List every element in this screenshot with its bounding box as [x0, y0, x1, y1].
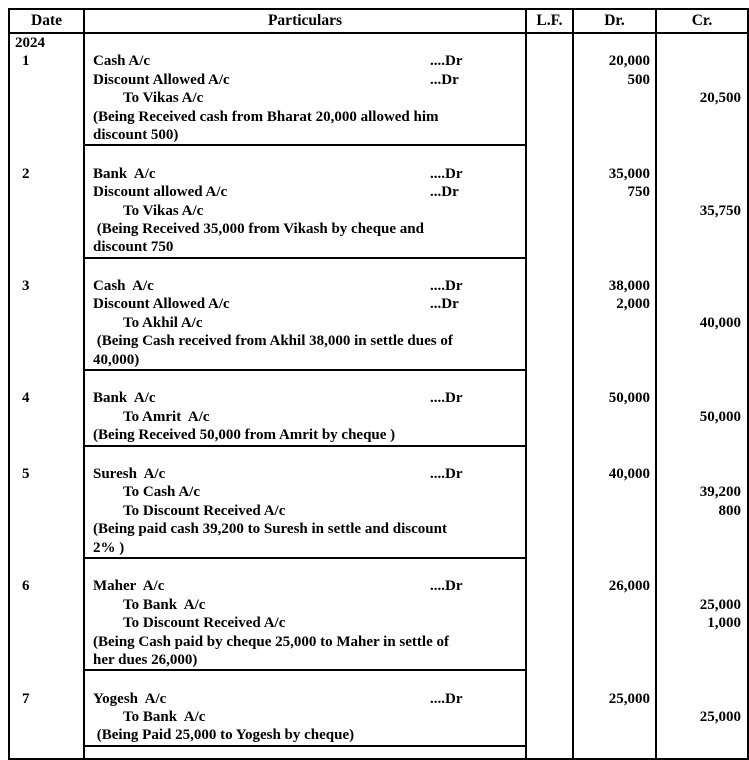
lf-line [527, 165, 572, 183]
dr-marker: ....Dr [430, 690, 463, 707]
lf-cell [527, 559, 574, 671]
date-line [10, 314, 83, 332]
narration-line: 40,000) [93, 351, 140, 368]
date-line [10, 483, 83, 501]
cr-line [657, 520, 747, 538]
account-line: Cash A/c ....Dr [93, 53, 463, 70]
dr-amount: 40,000 [608, 465, 650, 482]
blank-line [85, 671, 525, 689]
dr-line [574, 89, 655, 107]
dr-line [574, 633, 655, 651]
lf-line [527, 351, 572, 369]
cr-amount: 20,500 [699, 90, 741, 107]
to-account-line: To Akhil A/c [123, 314, 203, 331]
dr-cell [574, 447, 657, 559]
cr-cell [657, 747, 747, 758]
narration-line: (Being paid cash 39,200 to Suresh in settle and discount [93, 521, 447, 538]
particulars-cell [85, 259, 527, 371]
lf-line [527, 539, 572, 557]
cr-line [657, 126, 747, 144]
lf-cell [527, 146, 574, 258]
lf-cell [527, 747, 574, 758]
particulars-cell [85, 747, 527, 758]
particulars-cell [85, 34, 527, 146]
cr-line [657, 671, 747, 689]
lf-line [527, 89, 572, 107]
date-cell [10, 34, 85, 146]
particulars-cell [85, 146, 527, 258]
cr-line [657, 259, 747, 277]
date-line [10, 89, 83, 107]
date-line [10, 614, 83, 632]
cr-amount: 25,000 [699, 709, 741, 726]
to-account-line: To Vikas A/c [123, 90, 204, 107]
to-account-line: To Amrit A/c [123, 408, 210, 425]
lf-line [527, 238, 572, 256]
cr-cell [657, 259, 747, 371]
journal-entry [10, 146, 747, 258]
narration-line: (Being Received cash from Bharat 20,000 allowed him [93, 108, 439, 125]
cr-cell [657, 559, 747, 671]
date-line [10, 708, 83, 726]
to-account-line: To Discount Received A/c [123, 615, 286, 632]
date-line [10, 351, 83, 369]
cr-line [657, 108, 747, 126]
cr-line [657, 559, 747, 577]
cr-line [657, 371, 747, 389]
dr-line [574, 502, 655, 520]
cr-line [657, 220, 747, 238]
journal-entry [10, 671, 747, 747]
dr-line [574, 351, 655, 369]
cr-line [657, 651, 747, 669]
dr-amount: 500 [627, 71, 650, 88]
entry-number: 2 [22, 165, 30, 182]
lf-line [527, 465, 572, 483]
date-cell [10, 671, 85, 747]
date-line [10, 202, 83, 220]
cr-amount: 39,200 [699, 484, 741, 501]
dr-amount: 2,000 [616, 296, 650, 313]
narration-line: discount 500) [93, 126, 179, 143]
date-line [10, 295, 83, 313]
lf-line [527, 259, 572, 277]
date-line [10, 408, 83, 426]
cr-line [657, 295, 747, 313]
lf-line [527, 520, 572, 538]
date-line [10, 671, 83, 689]
lf-line [527, 408, 572, 426]
dr-line [574, 332, 655, 350]
cr-line [657, 447, 747, 465]
entry-number: 4 [22, 390, 30, 407]
date-line [10, 371, 83, 389]
entry-number: 6 [22, 578, 30, 595]
date-line [10, 520, 83, 538]
lf-line [527, 295, 572, 313]
dr-line [574, 596, 655, 614]
date-line [10, 596, 83, 614]
lf-line [527, 126, 572, 144]
journal-entry [10, 447, 747, 559]
dr-line [574, 447, 655, 465]
dr-line [574, 520, 655, 538]
narration-line: (Being Received 50,000 from Amrit by cheque ) [93, 427, 396, 444]
dr-line [574, 539, 655, 557]
date-cell [10, 747, 85, 758]
dr-line [574, 34, 655, 52]
dr-amount: 20,000 [608, 53, 650, 70]
lf-line [527, 671, 572, 689]
lf-line [527, 314, 572, 332]
lf-line [527, 614, 572, 632]
narration-line: (Being Paid 25,000 to Yogesh by cheque) [93, 727, 355, 744]
date-line [10, 259, 83, 277]
particulars-cell [85, 447, 527, 559]
journal-table [8, 8, 749, 760]
cr-cell [657, 34, 747, 146]
lf-line [527, 332, 572, 350]
lf-line [527, 220, 572, 238]
dr-amount: 750 [627, 184, 650, 201]
dr-line [574, 559, 655, 577]
to-account-line: To Bank A/c [123, 596, 206, 613]
particulars-cell [85, 371, 527, 447]
entry-number: 5 [22, 465, 30, 482]
date-line [10, 238, 83, 256]
cr-cell [657, 447, 747, 559]
lf-line [527, 108, 572, 126]
table-body [10, 34, 747, 747]
dr-line [574, 126, 655, 144]
dr-cell [574, 747, 657, 758]
lf-line [527, 202, 572, 220]
entry-number: 1 [22, 53, 30, 70]
cr-cell [657, 371, 747, 447]
cr-cell [657, 146, 747, 258]
lf-line [527, 146, 572, 164]
narration-line: discount 750 [93, 239, 174, 256]
cr-cell [657, 671, 747, 747]
lf-line [527, 71, 572, 89]
cr-line [657, 146, 747, 164]
particulars-cell [85, 559, 527, 671]
dr-cell [574, 671, 657, 747]
account-line: Suresh A/c ....Dr [93, 465, 463, 482]
cr-amount: 35,750 [699, 202, 741, 219]
lf-line [527, 502, 572, 520]
account-line: Bank A/c ....Dr [93, 390, 463, 407]
header-particulars: Particulars [85, 10, 527, 34]
account-line: Discount Allowed A/c ...Dr [93, 296, 459, 313]
cr-line [657, 71, 747, 89]
lf-line [527, 426, 572, 444]
blank-line [85, 146, 525, 164]
year-label: 2024 [15, 35, 45, 51]
date-line [10, 126, 83, 144]
cr-line [657, 165, 747, 183]
blank-line [85, 371, 525, 389]
date-line [10, 539, 83, 557]
dr-marker: ....Dr [430, 278, 463, 295]
date-line [10, 71, 83, 89]
lf-line [527, 651, 572, 669]
date-cell [10, 447, 85, 559]
narration-line: (Being Cash received from Akhil 38,000 in settle dues of [93, 333, 453, 350]
lf-line [527, 690, 572, 708]
dr-amount: 25,000 [608, 690, 650, 707]
entry-number: 3 [22, 278, 30, 295]
cr-line [657, 690, 747, 708]
cr-line [657, 238, 747, 256]
header-dr: Dr. [574, 10, 657, 34]
dr-marker: ....Dr [430, 390, 463, 407]
header-date: Date [10, 10, 85, 34]
account-line: Bank A/c ....Dr [93, 165, 463, 182]
dr-line [574, 220, 655, 238]
dr-cell [574, 146, 657, 258]
cr-line [657, 332, 747, 350]
dr-cell [574, 34, 657, 146]
dr-line [574, 708, 655, 726]
account-line: Yogesh A/c ....Dr [93, 690, 463, 707]
date-line [10, 183, 83, 201]
blank-line [85, 447, 525, 465]
date-line [10, 426, 83, 444]
cr-line [657, 183, 747, 201]
cr-line [657, 426, 747, 444]
date-cell [10, 146, 85, 258]
lf-line [527, 52, 572, 70]
date-line [10, 633, 83, 651]
dr-line [574, 371, 655, 389]
blank-line [85, 559, 525, 577]
empty-bottom-row [10, 747, 747, 758]
lf-line [527, 483, 572, 501]
lf-line [527, 183, 572, 201]
dr-line [574, 146, 655, 164]
dr-line [574, 671, 655, 689]
entry-number: 7 [22, 690, 30, 707]
date-line [10, 559, 83, 577]
narration-line: (Being Cash paid by cheque 25,000 to Maher in settle of [93, 633, 449, 650]
date-line [10, 146, 83, 164]
narration-line: (Being Received 35,000 from Vikash by cheque and [93, 220, 424, 237]
account-line: Discount allowed A/c ...Dr [93, 184, 459, 201]
to-account-line: To Bank A/c [123, 709, 206, 726]
journal-entry [10, 34, 747, 146]
cr-line [657, 34, 747, 52]
header-cr: Cr. [657, 10, 747, 34]
dr-line [574, 651, 655, 669]
dr-marker: ...Dr [430, 71, 459, 88]
dr-line [574, 408, 655, 426]
dr-amount: 26,000 [608, 578, 650, 595]
lf-line [527, 447, 572, 465]
journal-entry [10, 259, 747, 371]
dr-marker: ...Dr [430, 296, 459, 313]
dr-amount: 35,000 [608, 165, 650, 182]
lf-cell [527, 671, 574, 747]
lf-line [527, 389, 572, 407]
dr-marker: ...Dr [430, 184, 459, 201]
cr-line [657, 52, 747, 70]
dr-line [574, 238, 655, 256]
dr-line [574, 726, 655, 744]
to-account-line: To Discount Received A/c [123, 502, 286, 519]
blank-line [85, 34, 525, 52]
dr-amount: 50,000 [608, 390, 650, 407]
cr-line [657, 465, 747, 483]
cr-line [657, 351, 747, 369]
to-account-line: To Vikas A/c [123, 202, 204, 219]
date-line [10, 651, 83, 669]
lf-cell [527, 34, 574, 146]
dr-marker: ....Dr [430, 165, 463, 182]
account-line: Maher A/c ....Dr [93, 578, 463, 595]
dr-line [574, 108, 655, 126]
dr-line [574, 483, 655, 501]
dr-marker: ....Dr [430, 465, 463, 482]
date-cell [10, 259, 85, 371]
journal-entry [10, 371, 747, 447]
dr-amount: 38,000 [608, 278, 650, 295]
account-line: Cash A/c ....Dr [93, 278, 463, 295]
lf-line [527, 371, 572, 389]
particulars-cell [85, 671, 527, 747]
date-line [10, 108, 83, 126]
lf-cell [527, 371, 574, 447]
date-cell [10, 371, 85, 447]
lf-line [527, 559, 572, 577]
lf-line [527, 577, 572, 595]
narration-line: 2% ) [93, 539, 125, 556]
cr-amount: 50,000 [699, 408, 741, 425]
cr-line [657, 577, 747, 595]
cr-line [657, 539, 747, 557]
cr-line [657, 277, 747, 295]
dr-line [574, 426, 655, 444]
dr-cell [574, 259, 657, 371]
narration-line: her dues 26,000) [93, 651, 198, 668]
dr-marker: ....Dr [430, 578, 463, 595]
lf-cell [527, 447, 574, 559]
dr-line [574, 614, 655, 632]
dr-line [574, 259, 655, 277]
date-line [10, 726, 83, 744]
cr-amount: 25,000 [699, 596, 741, 613]
dr-line [574, 314, 655, 332]
date-line [10, 332, 83, 350]
header-lf: L.F. [527, 10, 574, 34]
lf-line [527, 633, 572, 651]
cr-amount: 800 [718, 502, 741, 519]
cr-line [657, 389, 747, 407]
table-header-row [10, 10, 747, 34]
lf-line [527, 596, 572, 614]
dr-line [574, 202, 655, 220]
cr-amount: 1,000 [707, 615, 741, 632]
date-line [10, 502, 83, 520]
journal-entry [10, 559, 747, 671]
cr-amount: 40,000 [699, 314, 741, 331]
date-line [10, 220, 83, 238]
cr-line [657, 726, 747, 744]
date-line [10, 447, 83, 465]
account-line: Discount Allowed A/c ...Dr [93, 71, 459, 88]
cr-line [657, 633, 747, 651]
dr-cell [574, 559, 657, 671]
lf-line [527, 708, 572, 726]
blank-line [85, 259, 525, 277]
lf-line [527, 277, 572, 295]
dr-marker: ....Dr [430, 53, 463, 70]
lf-line [527, 726, 572, 744]
lf-line [527, 34, 572, 52]
dr-cell [574, 371, 657, 447]
lf-cell [527, 259, 574, 371]
to-account-line: To Cash A/c [123, 484, 200, 501]
date-cell [10, 559, 85, 671]
